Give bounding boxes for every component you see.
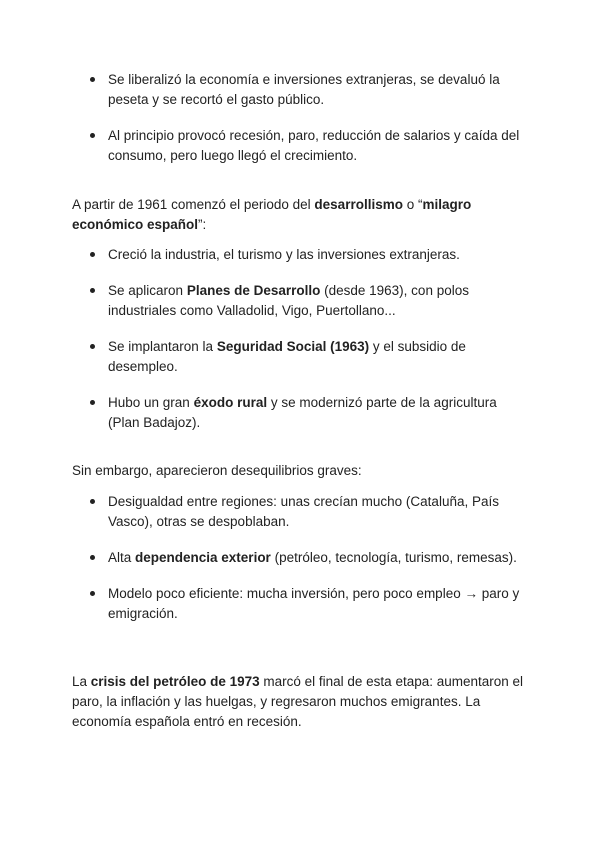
- bullet-list-desarrollismo: [0, 245, 600, 449]
- bullet-list-reforms: [0, 70, 600, 182]
- list-item-text: Se aplicaron Planes de Desarrollo (desde 1963), con polos industriales como Valladolid, Vigo, Puertollano...: [108, 283, 469, 318]
- list-item-text: Desigualdad entre regiones: unas crecían mucho (Cataluña, País Vasco), otras se despoblaban.: [108, 494, 499, 529]
- list-item-text: Creció la industria, el turismo y las inversiones extranjeras.: [108, 247, 460, 262]
- paragraph-desequilibrios: Sin embargo, aparecieron desequilibrios graves:: [72, 463, 362, 478]
- bullet-icon: [90, 133, 95, 138]
- bullet-icon: [90, 252, 95, 257]
- list-item: [0, 492, 600, 532]
- list-item-text: Alta dependencia exterior (petróleo, tecnología, turismo, remesas).: [108, 550, 517, 565]
- bullet-icon: [90, 555, 95, 560]
- paragraph-crisis-petroleo: La crisis del petróleo de 1973 marcó el final de esta etapa: aumentaron el paro, la inflación y las huelgas, y regresaron muchos emigrantes. La economía española entró en recesión.: [72, 674, 524, 729]
- paragraph-desarrollismo: A partir de 1961 comenzó el periodo del desarrollismo o “milagro económico español”:: [72, 197, 472, 232]
- list-item: [0, 584, 600, 624]
- bullet-list-desequilibrios: [0, 492, 600, 640]
- list-item-text: Modelo poco eficiente: mucha inversión, pero poco empleo → paro y emigración.: [108, 586, 520, 621]
- list-item: [0, 70, 600, 110]
- list-item-text: Se implantaron la Seguridad Social (1963) y el subsidio de desempleo.: [108, 339, 466, 374]
- bullet-icon: [90, 400, 95, 405]
- bullet-icon: [90, 77, 95, 82]
- bullet-icon: [90, 591, 95, 596]
- list-item: [0, 337, 600, 377]
- list-item-text: Al principio provocó recesión, paro, reducción de salarios y caída del consumo, pero luego llegó el crecimiento.: [108, 128, 520, 163]
- bullet-icon: [90, 288, 95, 293]
- list-item-text: Hubo un gran éxodo rural y se modernizó parte de la agricultura (Plan Badajoz).: [108, 395, 497, 430]
- list-item: [0, 393, 600, 433]
- list-item-text: Se liberalizó la economía e inversiones extranjeras, se devaluó la peseta y se recortó el gasto público.: [108, 72, 500, 107]
- bullet-icon: [90, 344, 95, 349]
- bullet-icon: [90, 499, 95, 504]
- list-item: [0, 245, 600, 265]
- list-item: [0, 548, 600, 568]
- list-item: [0, 281, 600, 321]
- list-item: [0, 126, 600, 166]
